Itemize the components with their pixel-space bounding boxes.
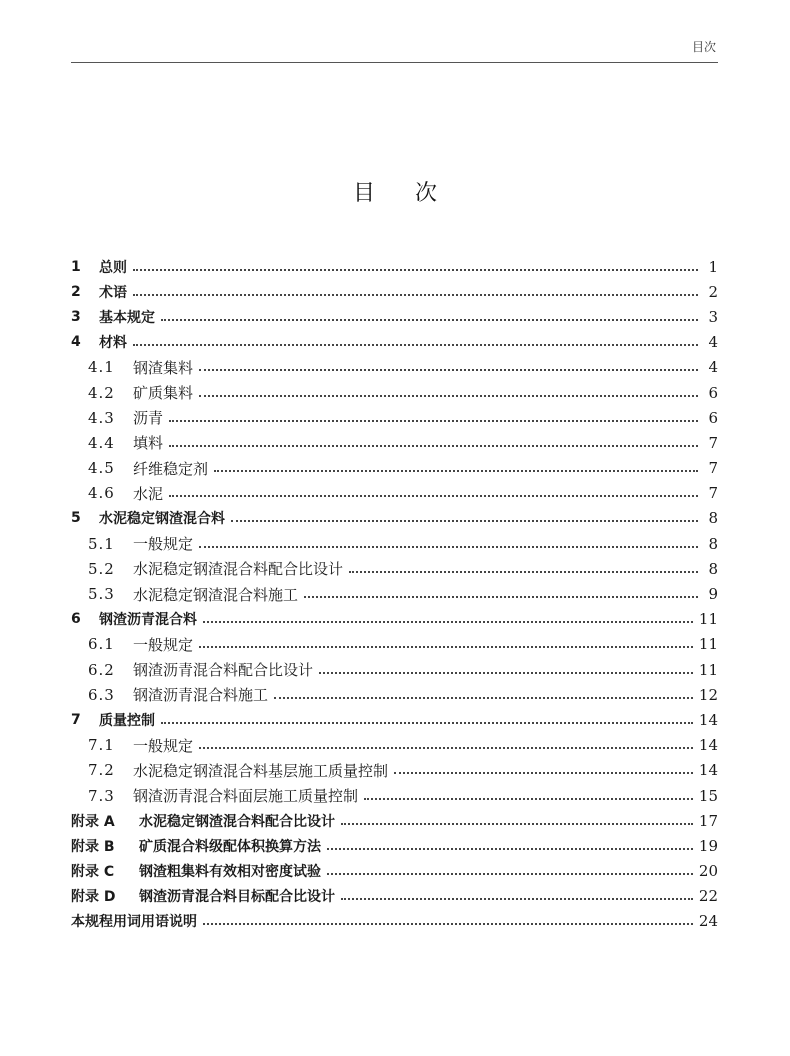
- toc-entry-number: 7.3: [88, 786, 115, 805]
- toc-entry-number: 5.2: [88, 559, 115, 578]
- toc-entry-page-number: 14: [698, 710, 718, 729]
- toc-entry-title: 矿质集料: [133, 384, 194, 403]
- toc-entry-title: 钢渣集料: [133, 358, 194, 377]
- dot-leader: [161, 319, 698, 321]
- toc-entry[interactable]: [71, 859, 718, 884]
- toc-entry-page-number: 8: [708, 509, 718, 528]
- toc-entry-number: 7: [71, 711, 81, 728]
- toc-entry-number: 4.5: [88, 459, 115, 478]
- toc-entry-title: 钢渣粗集料有效相对密度试验: [139, 864, 321, 881]
- dot-leader: [133, 344, 698, 346]
- toc-entry-page-number: 24: [698, 912, 718, 931]
- dot-leader: [394, 772, 693, 774]
- toc-entry-page-number: 2: [708, 282, 718, 301]
- toc-entry-number: 附录 C: [71, 864, 115, 881]
- toc-entry-title: 一般规定: [133, 635, 194, 654]
- dot-leader: [341, 898, 693, 900]
- toc-entry-number: 附录 B: [71, 838, 115, 855]
- toc-entry[interactable]: [71, 707, 718, 732]
- toc-entry[interactable]: [71, 506, 718, 531]
- header-rule: [71, 62, 718, 63]
- toc-entry-number: 7.1: [88, 736, 115, 755]
- toc-entry-page-number: 8: [708, 559, 718, 578]
- toc-entry[interactable]: [71, 405, 718, 430]
- dot-leader: [169, 495, 698, 497]
- toc-entry-page-number: 6: [708, 383, 718, 402]
- toc-entry-title: 水泥稳定钢渣混合料配合比设计: [133, 560, 344, 579]
- toc-entry[interactable]: [71, 833, 718, 858]
- toc-entry-number: 6.3: [88, 685, 115, 704]
- toc-entry-title: 钢渣沥青混合料面层施工质量控制: [133, 787, 359, 806]
- toc-entry-page-number: 4: [708, 333, 718, 352]
- toc-entry-number: 1: [71, 258, 81, 275]
- toc-entry-number: 4.4: [88, 433, 115, 452]
- toc-entry[interactable]: [71, 330, 718, 355]
- dot-leader: [327, 873, 693, 875]
- toc-entry-number: 4.3: [88, 408, 115, 427]
- toc-entry-title: 质量控制: [99, 712, 155, 729]
- toc-entry-number: 5.1: [88, 534, 115, 553]
- dot-leader: [133, 269, 698, 271]
- toc-entry-number: 5.3: [88, 585, 115, 604]
- dot-leader: [349, 571, 698, 573]
- toc-entry-page-number: 9: [708, 585, 718, 604]
- toc-entry-title: 水泥稳定钢渣混合料配合比设计: [139, 813, 335, 830]
- toc-entry[interactable]: [71, 581, 718, 606]
- toc-entry-page-number: 22: [698, 887, 718, 906]
- toc-entry-page-number: 19: [698, 836, 718, 855]
- toc-entry-title: 总则: [99, 259, 127, 276]
- toc-entry[interactable]: [71, 556, 718, 581]
- toc-entry-title: 水泥稳定钢渣混合料: [99, 511, 225, 528]
- toc-entry-title: 水泥稳定钢渣混合料施工: [133, 585, 299, 604]
- dot-leader: [161, 722, 693, 724]
- toc-entry-title: 沥青: [133, 409, 164, 428]
- dot-leader: [203, 923, 693, 925]
- toc-entry-title: 材料: [99, 335, 127, 352]
- page-title: 目次: [352, 181, 477, 206]
- toc-entry-page-number: 11: [698, 660, 718, 679]
- toc-entry[interactable]: [71, 456, 718, 481]
- toc-entry-title: 基本规定: [99, 309, 155, 326]
- toc-entry[interactable]: [71, 733, 718, 758]
- toc-entry-title: 矿质混合料级配体积换算方法: [139, 838, 321, 855]
- toc-entry-number: 5: [71, 510, 81, 527]
- toc-entry-title: 水泥: [133, 484, 164, 503]
- toc-entry[interactable]: [71, 682, 718, 707]
- toc-entry[interactable]: [71, 808, 718, 833]
- dot-leader: [214, 470, 698, 472]
- dot-leader: [169, 420, 698, 422]
- toc-entry[interactable]: [71, 884, 718, 909]
- dot-leader: [199, 747, 693, 749]
- toc-entry-number: 4.6: [88, 484, 115, 503]
- dot-leader: [319, 672, 693, 674]
- toc-entry-page-number: 7: [708, 484, 718, 503]
- running-head: 目次: [691, 40, 716, 54]
- dot-leader: [133, 294, 698, 296]
- toc-entry-page-number: 15: [698, 786, 718, 805]
- dot-leader: [199, 369, 698, 371]
- dot-leader: [199, 546, 698, 548]
- toc-entry-title: 纤维稳定剂: [133, 459, 209, 478]
- toc-entry-page-number: 11: [698, 635, 718, 654]
- toc-entry[interactable]: [71, 304, 718, 329]
- dot-leader: [231, 520, 698, 522]
- toc-entry-title: 钢渣沥青混合料施工: [133, 686, 269, 705]
- toc-entry-number: 6.2: [88, 660, 115, 679]
- toc-entry-title: 水泥稳定钢渣混合料基层施工质量控制: [133, 761, 389, 780]
- toc-entry[interactable]: [71, 632, 718, 657]
- dot-leader: [364, 798, 693, 800]
- toc-entry-page-number: 3: [708, 307, 718, 326]
- toc-entry-page-number: 8: [708, 534, 718, 553]
- toc-entry-page-number: 4: [708, 358, 718, 377]
- toc-entry-number: 2: [71, 283, 81, 300]
- toc-entry-page-number: 12: [698, 685, 718, 704]
- toc-entry[interactable]: [71, 481, 718, 506]
- toc-entry-number: 7.2: [88, 761, 115, 780]
- toc-entry-page-number: 11: [698, 610, 718, 629]
- dot-leader: [169, 445, 698, 447]
- dot-leader: [341, 823, 693, 825]
- toc-entry[interactable]: [71, 657, 718, 682]
- toc-entry-number: 3: [71, 308, 81, 325]
- toc-entry[interactable]: [71, 355, 718, 380]
- toc-entry-number: 4.1: [88, 358, 115, 377]
- toc-entry-number: 6: [71, 611, 81, 628]
- toc-entry-page-number: 6: [708, 408, 718, 427]
- table-of-contents: [71, 254, 718, 934]
- toc-entry[interactable]: [71, 909, 718, 934]
- toc-entry[interactable]: [71, 430, 718, 455]
- toc-entry[interactable]: [71, 531, 718, 556]
- toc-entry-page-number: 7: [708, 459, 718, 478]
- dot-leader: [203, 621, 693, 623]
- toc-entry[interactable]: [71, 783, 718, 808]
- toc-entry-number: 附录 A: [71, 813, 115, 830]
- toc-entry-page-number: 1: [708, 257, 718, 276]
- toc-entry-number: 6.1: [88, 635, 115, 654]
- toc-entry-page-number: 14: [698, 761, 718, 780]
- dot-leader: [274, 697, 693, 699]
- toc-entry-title: 术语: [99, 284, 127, 301]
- dot-leader: [304, 596, 698, 598]
- toc-entry-page-number: 17: [698, 811, 718, 830]
- toc-entry[interactable]: [71, 279, 718, 304]
- toc-entry-number: 附录 D: [71, 889, 116, 906]
- toc-entry-title: 一般规定: [133, 535, 194, 554]
- toc-entry[interactable]: [71, 607, 718, 632]
- toc-entry-page-number: 7: [708, 433, 718, 452]
- toc-entry-title: 一般规定: [133, 736, 194, 755]
- toc-entry-title: 本规程用词用语说明: [71, 914, 197, 931]
- toc-entry-title: 钢渣沥青混合料配合比设计: [133, 661, 314, 680]
- toc-entry-number: 4: [71, 334, 81, 351]
- toc-entry-number: 4.2: [88, 383, 115, 402]
- dot-leader: [199, 395, 698, 397]
- toc-entry[interactable]: [71, 380, 718, 405]
- toc-entry-title: 钢渣沥青混合料目标配合比设计: [139, 889, 335, 906]
- toc-entry-title: 钢渣沥青混合料: [99, 612, 197, 629]
- toc-entry-page-number: 14: [698, 736, 718, 755]
- dot-leader: [199, 646, 693, 648]
- toc-entry-page-number: 20: [698, 862, 718, 881]
- toc-entry[interactable]: [71, 758, 718, 783]
- toc-entry[interactable]: [71, 254, 718, 279]
- dot-leader: [327, 848, 693, 850]
- toc-entry-title: 填料: [133, 434, 164, 453]
